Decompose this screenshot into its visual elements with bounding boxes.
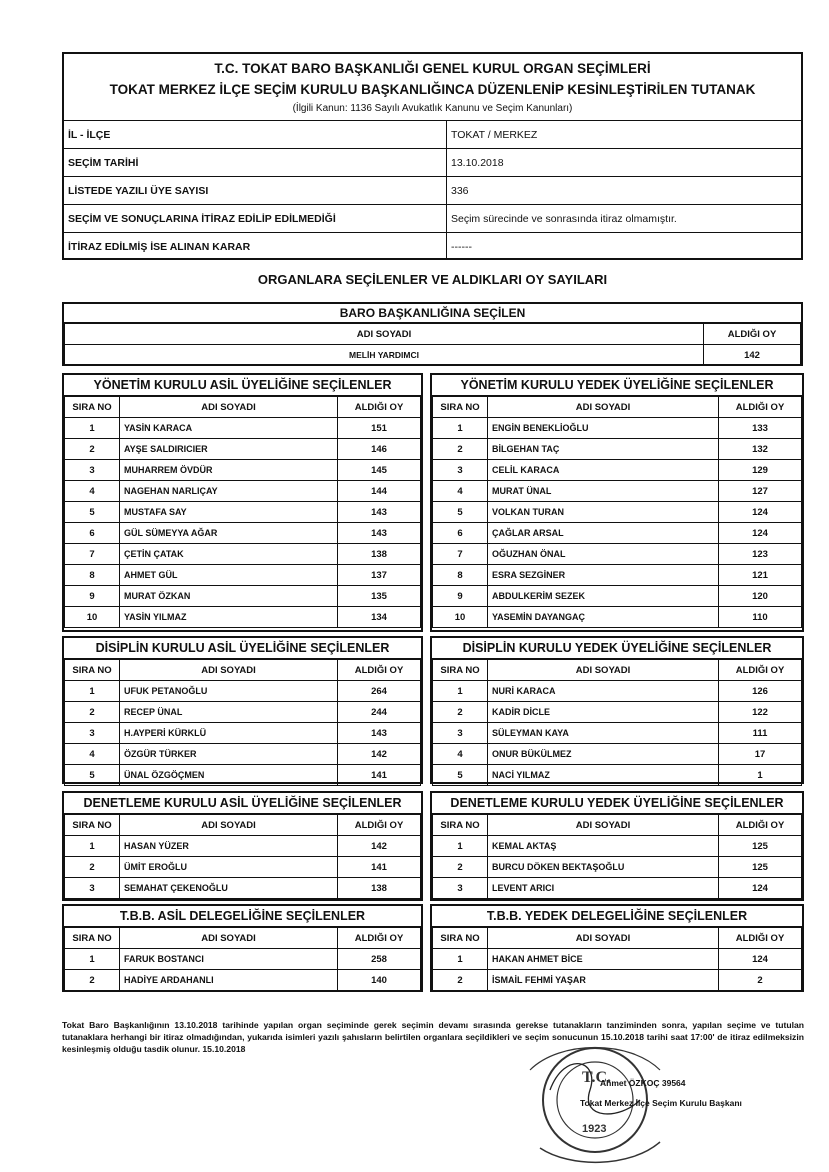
vote-count: 132: [719, 439, 802, 460]
vote-count: 144: [338, 481, 421, 502]
row-number: 10: [433, 607, 488, 628]
row-number: 3: [433, 878, 488, 899]
member-name: BURCU DÖKEN BEKTAŞOĞLU: [488, 857, 719, 878]
info-row: [64, 233, 801, 261]
member-name: OĞUZHAN ÖNAL: [488, 544, 719, 565]
table-row: [65, 418, 421, 439]
info-value: Seçim sürecinde ve sonrasında itiraz olmamıştır.: [447, 205, 802, 233]
col-votes-header: ALDIĞI OY: [338, 397, 421, 418]
table-row: [433, 418, 802, 439]
section-caption: YÖNETİM KURULU YEDEK ÜYELİĞİNE SEÇİLENLER: [432, 375, 802, 396]
member-name: RECEP ÜNAL: [120, 702, 338, 723]
vote-count: 123: [719, 544, 802, 565]
col-votes-header: ALDIĞI OY: [704, 324, 801, 345]
col-name-header: ADI SOYADI: [488, 928, 719, 949]
table-row: [433, 544, 802, 565]
row-number: 2: [433, 857, 488, 878]
row-number: 1: [433, 681, 488, 702]
vote-count: 134: [338, 607, 421, 628]
member-name: FARUK BOSTANCI: [120, 949, 338, 970]
member-name: YASİN YILMAZ: [120, 607, 338, 628]
table-row: [65, 439, 421, 460]
row-number: 4: [65, 744, 120, 765]
signatory-title: Tokat Merkez İlçe Seçim Kurulu Başkanı: [580, 1098, 742, 1108]
row-number: 2: [433, 970, 488, 991]
member-name: GÜL SÜMEYYA AĞAR: [120, 523, 338, 544]
col-votes-header: ALDIĞI OY: [719, 397, 802, 418]
president-name: MELİH YARDIMCI: [65, 345, 704, 366]
col-votes-header: ALDIĞI OY: [719, 928, 802, 949]
table-row: [433, 607, 802, 628]
vote-count: 258: [338, 949, 421, 970]
law-reference: (İlgili Kanun: 1136 Sayılı Avukatlık Kanunu ve Seçim Kanunları): [292, 103, 573, 114]
info-key: İTİRAZ EDİLMİŞ İSE ALINAN KARAR: [64, 233, 447, 261]
section-caption: YÖNETİM KURULU ASİL ÜYELİĞİNE SEÇİLENLER: [64, 375, 421, 396]
row-number: 3: [65, 723, 120, 744]
election-section-box: [430, 636, 804, 784]
info-row: [64, 121, 801, 149]
col-name-header: ADI SOYADI: [120, 660, 338, 681]
header-block: [62, 52, 803, 260]
vote-count: 125: [719, 836, 802, 857]
vote-count: 124: [719, 949, 802, 970]
table-row: [65, 878, 421, 899]
president-table: [64, 323, 801, 366]
vote-count: 146: [338, 439, 421, 460]
table-row: [433, 723, 802, 744]
info-row: [64, 177, 801, 205]
vote-count: 138: [338, 878, 421, 899]
vote-count: 143: [338, 502, 421, 523]
row-number: 7: [433, 544, 488, 565]
col-no-header: SIRA NO: [65, 928, 120, 949]
row-number: 1: [433, 836, 488, 857]
member-name: LEVENT ARICI: [488, 878, 719, 899]
vote-count: 135: [338, 586, 421, 607]
table-row: [433, 878, 802, 899]
section-caption: DENETLEME KURULU YEDEK ÜYELİĞİNE SEÇİLENLER: [432, 793, 802, 814]
row-number: 4: [433, 481, 488, 502]
row-number: 5: [433, 765, 488, 786]
vote-count: 142: [338, 744, 421, 765]
info-row: [64, 205, 801, 233]
col-no-header: SIRA NO: [65, 660, 120, 681]
col-no-header: SIRA NO: [65, 815, 120, 836]
row-number: 10: [65, 607, 120, 628]
row-number: 5: [65, 765, 120, 786]
election-section-box: [430, 373, 804, 632]
results-table: [432, 927, 802, 991]
row-number: 3: [433, 723, 488, 744]
info-table: [64, 120, 801, 260]
member-name: VOLKAN TURAN: [488, 502, 719, 523]
member-name: KADİR DİCLE: [488, 702, 719, 723]
table-row: [433, 949, 802, 970]
vote-count: 129: [719, 460, 802, 481]
info-value: 13.10.2018: [447, 149, 802, 177]
election-section-box: [430, 791, 804, 901]
vote-count: 124: [719, 502, 802, 523]
vote-count: 142: [338, 836, 421, 857]
results-table: [64, 659, 421, 786]
col-name-header: ADI SOYADI: [120, 397, 338, 418]
vote-count: 133: [719, 418, 802, 439]
col-name-header: ADI SOYADI: [65, 324, 704, 345]
section-caption: DİSİPLİN KURULU ASİL ÜYELİĞİNE SEÇİLENLER: [64, 638, 421, 659]
vote-count: 244: [338, 702, 421, 723]
member-name: UFUK PETANOĞLU: [120, 681, 338, 702]
election-section-box: [62, 904, 423, 992]
vote-count: 137: [338, 565, 421, 586]
vote-count: 124: [719, 878, 802, 899]
table-row: [65, 681, 421, 702]
row-number: 2: [65, 702, 120, 723]
row-number: 5: [65, 502, 120, 523]
section-caption: T.B.B. YEDEK DELEGELİĞİNE SEÇİLENLER: [432, 906, 802, 927]
election-section-box: [62, 791, 423, 901]
table-row: [65, 481, 421, 502]
election-section-box: [62, 636, 423, 784]
col-no-header: SIRA NO: [433, 815, 488, 836]
vote-count: 124: [719, 523, 802, 544]
document-subtitle: TOKAT MERKEZ İLÇE SEÇİM KURULU BAŞKANLIĞINCA DÜZENLENİP KESİNLEŞTİRİLEN TUTANAK: [109, 82, 756, 97]
vote-count: 126: [719, 681, 802, 702]
row-number: 5: [433, 502, 488, 523]
vote-count: 122: [719, 702, 802, 723]
table-row: [65, 970, 421, 991]
info-value: ------: [447, 233, 802, 261]
table-row: [65, 857, 421, 878]
table-row: [433, 857, 802, 878]
row-number: 9: [433, 586, 488, 607]
election-section-box: [430, 904, 804, 992]
row-number: 3: [433, 460, 488, 481]
row-number: 4: [433, 744, 488, 765]
vote-count: 151: [338, 418, 421, 439]
table-row: [433, 586, 802, 607]
table-row: [433, 460, 802, 481]
table-row: [65, 723, 421, 744]
member-name: HASAN YÜZER: [120, 836, 338, 857]
vote-count: 264: [338, 681, 421, 702]
table-row: [433, 702, 802, 723]
col-votes-header: ALDIĞI OY: [338, 660, 421, 681]
row-number: 1: [65, 418, 120, 439]
member-name: ESRA SEZGİNER: [488, 565, 719, 586]
vote-count: 2: [719, 970, 802, 991]
member-name: NAGEHAN NARLIÇAY: [120, 481, 338, 502]
svg-text:1923: 1923: [582, 1123, 607, 1135]
member-name: AYŞE SALDIRICIER: [120, 439, 338, 460]
info-value: TOKAT / MERKEZ: [447, 121, 802, 149]
member-name: MUHARREM ÖVDÜR: [120, 460, 338, 481]
row-number: 2: [433, 702, 488, 723]
table-row: [433, 970, 802, 991]
member-name: ÇAĞLAR ARSAL: [488, 523, 719, 544]
member-name: CELİL KARACA: [488, 460, 719, 481]
table-row: [433, 681, 802, 702]
results-table: [64, 396, 421, 628]
row-number: 2: [433, 439, 488, 460]
member-name: NACİ YILMAZ: [488, 765, 719, 786]
col-no-header: SIRA NO: [65, 397, 120, 418]
member-name: YASEMİN DAYANGAÇ: [488, 607, 719, 628]
table-row: [433, 481, 802, 502]
vote-count: 121: [719, 565, 802, 586]
vote-count: 141: [338, 857, 421, 878]
info-key: İL - İLÇE: [64, 121, 447, 149]
col-no-header: SIRA NO: [433, 660, 488, 681]
row-number: 2: [65, 857, 120, 878]
section-heading: ORGANLARA SEÇİLENLER VE ALDIKLARI OY SAYILARI: [257, 272, 608, 287]
section-caption: DİSİPLİN KURULU YEDEK ÜYELİĞİNE SEÇİLENLER: [432, 638, 802, 659]
table-row: [65, 836, 421, 857]
member-name: MURAT ÜNAL: [488, 481, 719, 502]
row-number: 1: [65, 681, 120, 702]
results-table: [64, 927, 421, 991]
table-row: [65, 765, 421, 786]
results-table: [64, 814, 421, 899]
signatory-name: Ahmet ÖZKOÇ 39564: [600, 1078, 686, 1088]
row-number: 1: [433, 949, 488, 970]
col-votes-header: ALDIĞI OY: [719, 815, 802, 836]
row-number: 3: [65, 878, 120, 899]
table-row: [433, 565, 802, 586]
member-name: SÜLEYMAN KAYA: [488, 723, 719, 744]
table-row: [433, 439, 802, 460]
section-caption: T.B.B. ASİL DELEGELİĞİNE SEÇİLENLER: [64, 906, 421, 927]
member-name: H.AYPERİ KÜRKLÜ: [120, 723, 338, 744]
info-key: SEÇİM TARİHİ: [64, 149, 447, 177]
vote-count: 141: [338, 765, 421, 786]
results-table: [432, 814, 802, 899]
vote-count: 138: [338, 544, 421, 565]
document-title: T.C. TOKAT BARO BAŞKANLIĞI GENEL KURUL ORGAN SEÇİMLERİ: [214, 61, 651, 76]
row-number: 8: [433, 565, 488, 586]
col-name-header: ADI SOYADI: [120, 928, 338, 949]
member-name: ÜMİT EROĞLU: [120, 857, 338, 878]
table-row: [433, 523, 802, 544]
col-votes-header: ALDIĞI OY: [719, 660, 802, 681]
col-name-header: ADI SOYADI: [488, 397, 719, 418]
vote-count: 125: [719, 857, 802, 878]
info-row: [64, 149, 801, 177]
table-row: [65, 460, 421, 481]
vote-count: 143: [338, 523, 421, 544]
table-row: [433, 502, 802, 523]
table-row: [433, 836, 802, 857]
table-row: [65, 565, 421, 586]
member-name: BİLGEHAN TAÇ: [488, 439, 719, 460]
row-number: 1: [65, 836, 120, 857]
row-number: 6: [433, 523, 488, 544]
member-name: ÖZGÜR TÜRKER: [120, 744, 338, 765]
info-key: LİSTEDE YAZILI ÜYE SAYISI: [64, 177, 447, 205]
member-name: MUSTAFA SAY: [120, 502, 338, 523]
president-caption: BARO BAŞKANLIĞINA SEÇİLEN: [64, 304, 801, 323]
row-number: 8: [65, 565, 120, 586]
row-number: 2: [65, 439, 120, 460]
row-number: 9: [65, 586, 120, 607]
table-row: [65, 544, 421, 565]
row-number: 1: [433, 418, 488, 439]
vote-count: 145: [338, 460, 421, 481]
member-name: ÇETİN ÇATAK: [120, 544, 338, 565]
results-table: [432, 396, 802, 628]
vote-count: 127: [719, 481, 802, 502]
table-row: [65, 949, 421, 970]
vote-count: 17: [719, 744, 802, 765]
president-votes: 142: [704, 345, 801, 366]
table-row: [65, 523, 421, 544]
table-row: [433, 765, 802, 786]
member-name: İSMAİL FEHMİ YAŞAR: [488, 970, 719, 991]
table-row: [433, 744, 802, 765]
svg-text:T.C.: T.C.: [582, 1069, 612, 1086]
col-name-header: ADI SOYADI: [120, 815, 338, 836]
member-name: HAKAN AHMET BİCE: [488, 949, 719, 970]
col-name-header: ADI SOYADI: [488, 660, 719, 681]
member-name: AHMET GÜL: [120, 565, 338, 586]
certification-text: Tokat Baro Başkanlığının 13.10.2018 tarihinde yapılan organ seçiminde gerek seçimin devamı sırasında gerekse tutanakların tanziminden sonra, yapılan seçime ve tutulan tutanaklara herhangi bir itiraz olmadığından, yukarıda isimleri yazılı şahısların belirtilen organlara seçildikleri ve seçim sonucunun 15.10.2018 tarihi saat 17:00' de itiraz edilmeksizin kesinleşmiş olduğu tasdik olunur. 15.10.2018: [62, 1020, 804, 1054]
vote-count: 143: [338, 723, 421, 744]
member-name: HADİYE ARDAHANLI: [120, 970, 338, 991]
member-name: YASİN KARACA: [120, 418, 338, 439]
row-number: 3: [65, 460, 120, 481]
info-value: 336: [447, 177, 802, 205]
vote-count: 140: [338, 970, 421, 991]
vote-count: 110: [719, 607, 802, 628]
member-name: NURİ KARACA: [488, 681, 719, 702]
row-number: 4: [65, 481, 120, 502]
col-votes-header: ALDIĞI OY: [338, 928, 421, 949]
row-number: 1: [65, 949, 120, 970]
info-key: SEÇİM VE SONUÇLARINA İTİRAZ EDİLİP EDİLMEDİĞİ: [64, 205, 447, 233]
table-row: [65, 607, 421, 628]
col-name-header: ADI SOYADI: [488, 815, 719, 836]
section-caption: DENETLEME KURULU ASİL ÜYELİĞİNE SEÇİLENLER: [64, 793, 421, 814]
member-name: ÜNAL ÖZGÖÇMEN: [120, 765, 338, 786]
col-votes-header: ALDIĞI OY: [338, 815, 421, 836]
member-name: ABDULKERİM SEZEK: [488, 586, 719, 607]
member-name: KEMAL AKTAŞ: [488, 836, 719, 857]
member-name: ONUR BÜKÜLMEZ: [488, 744, 719, 765]
table-row: [65, 702, 421, 723]
member-name: MURAT ÖZKAN: [120, 586, 338, 607]
row-number: 7: [65, 544, 120, 565]
election-section-box: [62, 373, 423, 632]
table-row: [65, 744, 421, 765]
vote-count: 120: [719, 586, 802, 607]
col-no-header: SIRA NO: [433, 928, 488, 949]
member-name: SEMAHAT ÇEKENOĞLU: [120, 878, 338, 899]
col-no-header: SIRA NO: [433, 397, 488, 418]
results-table: [432, 659, 802, 786]
row-number: 6: [65, 523, 120, 544]
row-number: 2: [65, 970, 120, 991]
member-name: ENGİN BENEKLİOĞLU: [488, 418, 719, 439]
table-row: [65, 502, 421, 523]
president-box: [62, 302, 803, 366]
vote-count: 1: [719, 765, 802, 786]
table-row: [65, 586, 421, 607]
vote-count: 111: [719, 723, 802, 744]
